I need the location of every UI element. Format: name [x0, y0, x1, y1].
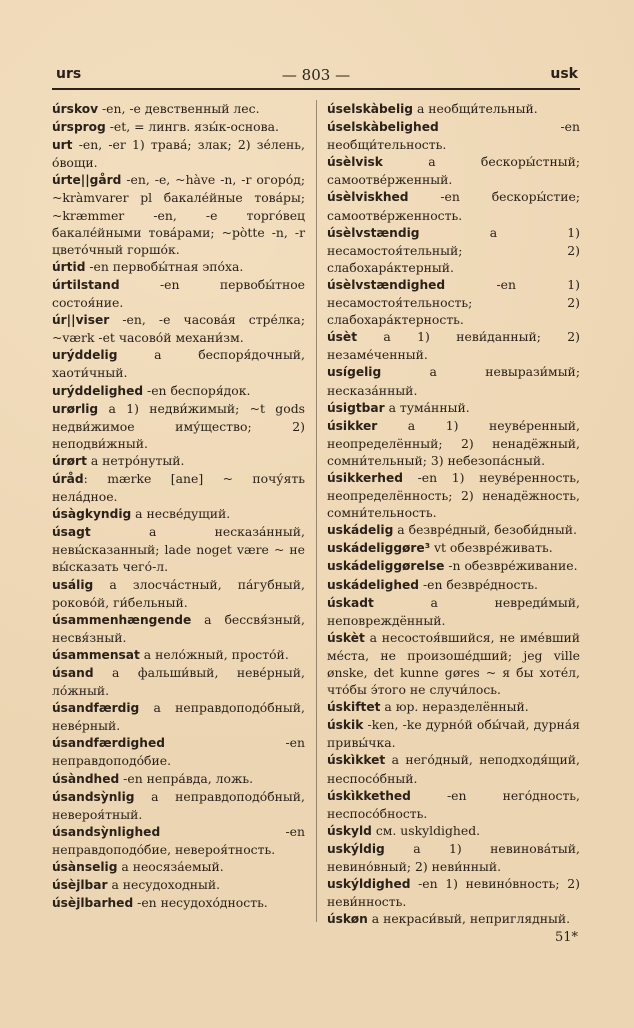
entry-definition: a юр. неразделённый.: [380, 699, 529, 715]
dictionary-entry: [327, 100, 580, 118]
dictionary-entry: [52, 171, 305, 257]
dictionary-entry: [327, 188, 580, 223]
dictionary-entry: [327, 153, 580, 188]
entry-headword: úskøn: [327, 912, 368, 927]
entry-headword: úsagt: [52, 525, 91, 540]
entry-headword: úr||viser: [52, 313, 110, 328]
entry-definition: a некраси́вый, неприглядный.: [367, 911, 571, 927]
entry-headword: úsèjlbarhed: [52, 896, 134, 911]
dictionary-entry: [52, 505, 305, 523]
entry-headword: úrsprog: [52, 120, 106, 135]
dictionary-entry: [52, 876, 305, 894]
dictionary-entry: [52, 770, 305, 788]
entry-headword: urørlig: [52, 401, 99, 416]
entry-headword: uskádeliggørelse: [327, 559, 445, 574]
entry-definition: -en неправдоподо́бие, невероя́тность.: [52, 823, 305, 857]
dictionary-entry: [52, 136, 305, 171]
entry-definition: a несказа́нный, невы́сказанный; lade noget være ~ не вы́сказать чего́-л.: [52, 524, 305, 575]
header-rule: [52, 88, 580, 90]
dictionary-entry: [327, 629, 580, 698]
entry-definition: a невырази́мый; несказа́нный.: [327, 364, 580, 398]
dictionary-entry: [52, 611, 305, 646]
entry-headword: urýddelig: [52, 348, 118, 363]
dictionary-entry: [52, 523, 305, 575]
dictionary-entry: [52, 823, 305, 858]
entry-headword: úsèjlbar: [52, 878, 108, 893]
entry-headword: úsandsỳnlig: [52, 789, 135, 804]
entry-definition: a фальши́вый, неве́рный, ло́жный.: [52, 665, 305, 699]
dictionary-entry: [52, 311, 305, 346]
dictionary-entry: [52, 664, 305, 699]
entry-definition: -en, -e девственный лес.: [98, 101, 260, 116]
entry-headword: usígelig: [327, 365, 382, 380]
dictionary-entry: [52, 470, 305, 505]
column-divider: [316, 100, 317, 922]
entry-headword: úsèlviskhed: [327, 190, 409, 205]
header-last-word: usk: [550, 66, 578, 82]
entry-definition: : mærke [ane] ~ почу́ять нела́дное.: [52, 470, 305, 505]
entry-definition: -en первобы́тная эпо́ха.: [85, 258, 244, 274]
entry-headword: úsand: [52, 666, 94, 680]
entry-headword: úskyld: [327, 823, 372, 838]
entry-definition: -n обезвре́живание.: [444, 558, 578, 574]
entry-definition: a беспоря́дочный, хаоти́чный.: [52, 347, 305, 381]
entry-definition: см. uskyldighed.: [371, 822, 481, 838]
dictionary-entry: [327, 698, 580, 716]
entry-headword: úsèlvstændig: [327, 225, 420, 240]
entry-definition: -en первобы́тное состоя́ние.: [52, 276, 305, 311]
entry-definition: -en безвре́дность.: [419, 576, 538, 592]
dictionary-entry: [52, 276, 305, 311]
entry-headword: úselskàbelig: [327, 102, 414, 116]
entry-definition: a него́дный, неподходя́щий, неспосо́бный.: [327, 752, 580, 786]
dictionary-entry: [52, 346, 305, 381]
dictionary-entry: [52, 100, 305, 118]
page-number: — 803 —: [281, 66, 351, 84]
dictionary-entry: [52, 788, 305, 823]
entry-definition: a 1) невинова́тый, невино́вный; 2) неви́нный.: [327, 840, 580, 875]
dictionary-entry: [327, 399, 580, 417]
entry-headword: úselskàbelighed: [327, 120, 439, 135]
entry-definition: -en бескоры́стие; самоотве́рженность.: [327, 189, 580, 223]
entry-headword: úsammenhængende: [52, 612, 192, 627]
entry-definition: a бессвя́зный, несвя́зный.: [52, 611, 305, 645]
dictionary-entry: [52, 699, 305, 734]
dictionary-entry: [327, 521, 580, 539]
entry-definition: -en 1) несамостоя́тельность; 2) слабохара́ктерность.: [327, 276, 580, 328]
entry-headword: úskik: [327, 718, 364, 733]
entry-definition: -en, -er 1) трава́; злак; 2) зе́лень, о́вощи.: [52, 137, 305, 171]
entry-headword: úskadt: [327, 595, 374, 610]
entry-headword: úsandfærdighed: [52, 736, 165, 751]
dictionary-entry: [327, 875, 580, 910]
entry-headword: úsandsỳnlighed: [52, 824, 161, 839]
entry-definition: a невреди́мый, неповреждённый.: [327, 594, 580, 628]
entry-definition: a необщи́тельный.: [413, 101, 538, 116]
running-header: [52, 66, 580, 88]
entry-definition: -en, -e, ~hàve -n, -r огоро́д; ~kràmvarer pl бакале́йные това́ры; ~kræmmer -en, -e торго́вец бакале́йными това́рами; ~pòtte -n, -r цвето́чный горшо́к.: [52, 172, 305, 257]
entry-headword: úsèt: [327, 330, 358, 345]
entry-headword: úsikker: [327, 418, 378, 433]
entry-headword: úsandfærdig: [52, 701, 140, 716]
entry-headword: úrørt: [52, 453, 87, 468]
entry-definition: a неосяза́емый.: [117, 859, 224, 875]
entry-headword: úrskov: [52, 102, 99, 116]
entry-definition: a неправдоподо́бный, неве́рный.: [52, 700, 305, 734]
right-column: [327, 100, 580, 928]
entry-definition: a несудоходный.: [107, 877, 221, 893]
dictionary-entry: [327, 118, 580, 153]
entry-definition: a 1) несамостоя́тельный; 2) слабохара́ктерный.: [327, 224, 580, 275]
entry-definition: a 1) неви́данный; 2) незаме́ченный.: [327, 329, 580, 363]
entry-headword: uskýldig: [327, 841, 385, 856]
dictionary-entry: [327, 910, 580, 928]
dictionary-entry: [327, 840, 580, 875]
entry-definition: vt обезвре́живать.: [430, 540, 553, 556]
entry-definition: -en 1) невино́вность; 2) неви́нность.: [327, 876, 580, 910]
entry-headword: uskýldighed: [327, 877, 411, 892]
dictionary-entry: [52, 734, 305, 769]
dictionary-entry: [327, 751, 580, 786]
entry-headword: usálig: [52, 577, 94, 592]
entry-definition: -en несудохо́дность.: [133, 895, 268, 911]
dictionary-entry: [327, 787, 580, 822]
dictionary-entry: [327, 276, 580, 328]
entry-headword: úskìkkethed: [327, 788, 411, 803]
entry-headword: uskádelig: [327, 523, 394, 538]
entry-definition: -en беспоря́док.: [143, 382, 251, 398]
dictionary-entry: [327, 822, 580, 840]
entry-definition: -en необщи́тельность.: [327, 119, 580, 153]
entry-headword: urýddelighed: [52, 383, 144, 398]
header-first-word: urs: [56, 66, 82, 82]
entry-headword: úsigtbar: [327, 400, 385, 415]
dictionary-entry: [327, 363, 580, 398]
entry-definition: a бескоры́стный; самоотве́рженный.: [327, 154, 580, 188]
dictionary-entry: [327, 224, 580, 276]
dictionary-entry: [52, 400, 305, 452]
entry-headword: úsèlvstændighed: [327, 277, 446, 292]
entry-definition: -en неправдоподо́бие.: [52, 735, 305, 769]
entry-definition: a несве́дущий.: [131, 506, 231, 522]
dictionary-entry: [52, 258, 305, 276]
entry-definition: -en непра́вда, ложь.: [119, 770, 254, 786]
entry-headword: uskádeliggøre³: [327, 541, 431, 556]
dictionary-entry: [52, 576, 305, 611]
entry-headword: úsikkerhed: [327, 470, 403, 485]
dictionary-entry: [52, 382, 305, 400]
entry-definition: a безвре́дный, безоби́дный.: [393, 522, 577, 538]
entry-headword: úrtid: [52, 259, 86, 274]
entry-headword: úskiftet: [327, 700, 381, 715]
entry-headword: úsèlvisk: [327, 155, 383, 170]
dictionary-entry: [327, 539, 580, 557]
dictionary-entry: [327, 716, 580, 751]
entry-definition: a неправдоподо́бный, невероя́тный.: [52, 788, 305, 822]
dictionary-entry: [327, 594, 580, 629]
entry-headword: úsàgkyndig: [52, 507, 132, 522]
dictionary-entry: [52, 646, 305, 664]
entry-headword: úskèt: [327, 630, 365, 645]
dictionary-entry: [327, 557, 580, 575]
entry-definition: -ken, -ke дурно́й обы́чай, дурна́я привы́чка.: [327, 717, 580, 751]
entry-headword: úrtilstand: [52, 277, 120, 292]
entry-headword: úsammensat: [52, 647, 140, 662]
entry-definition: -en, -e часова́я стре́лка; ~værk -et часово́й механи́зм.: [52, 312, 305, 346]
entry-definition: a нетро́нутый.: [86, 452, 185, 468]
dictionary-entry: [52, 452, 305, 470]
entry-headword: úsànselig: [52, 860, 118, 875]
dictionary-entry: [52, 858, 305, 876]
entry-definition: -en 1) неуве́ренность, неопределённость; 2) ненадёжность, сомни́тельность.: [327, 469, 580, 521]
entry-headword: uskádelighed: [327, 577, 419, 592]
entry-definition: -et, = лингв. язы́к-основа.: [105, 119, 279, 135]
entry-headword: úråd: [52, 471, 84, 486]
entry-headword: úskìkket: [327, 753, 386, 768]
entry-definition: a злосча́стный, па́губный, рoково́й, ги́бельный.: [52, 576, 305, 610]
dictionary-entry: [327, 328, 580, 363]
entry-definition: a 1) неуве́ренный, неопределённый; 2) ненадёжный, сомни́тельный; 3) небезопа́сный.: [327, 417, 580, 468]
left-column: [52, 100, 305, 912]
signature-mark: 51*: [554, 930, 578, 945]
dictionary-entry: [327, 417, 580, 469]
entry-headword: úrte||gård: [52, 173, 122, 188]
dictionary-entry: [52, 894, 305, 912]
entry-definition: a несостоя́вшийся, не име́вший ме́ста, не произоше́дший; jeg ville ønske, det kunne gøres ~ я бы хоте́л, что́бы э́того не случи́лось.: [327, 629, 580, 698]
entry-definition: a нело́жный, просто́й.: [139, 646, 289, 662]
dictionary-entry: [327, 576, 580, 594]
entry-headword: úsàndhed: [52, 771, 120, 786]
dictionary-entry: [327, 469, 580, 521]
dictionary-entry: [52, 118, 305, 136]
entry-definition: a тума́нный.: [384, 399, 470, 415]
entry-definition: a 1) недви́жимый; ~t gods недви́жимое иму́щество; 2) неподви́жный.: [52, 400, 305, 451]
entry-definition: -en него́дность, неспосо́бность.: [327, 787, 580, 821]
entry-headword: urt: [52, 138, 73, 153]
